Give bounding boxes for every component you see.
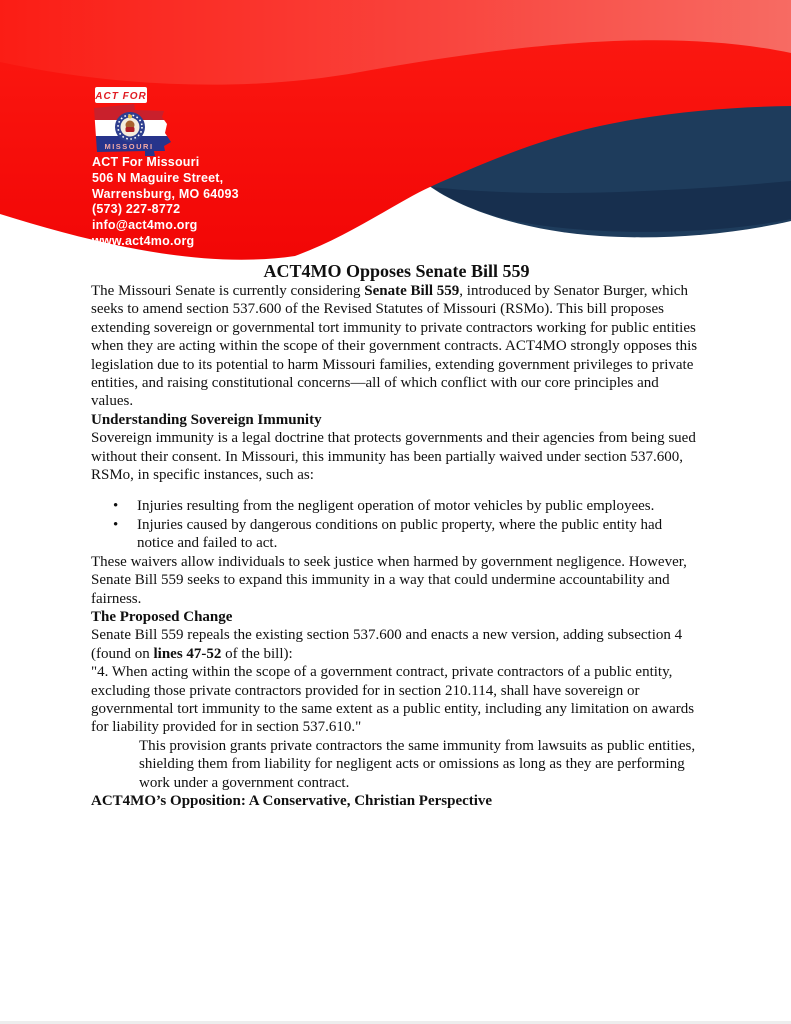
document-title: ACT4MO Opposes Senate Bill 559 — [263, 261, 530, 281]
paragraph-intro — [91, 282, 702, 411]
intro-text-pre: The Missouri Senate is currently considering — [91, 283, 365, 299]
repeal-text-post: of the bill): — [221, 645, 293, 662]
logo-missouri-label: MISSOURI — [104, 142, 154, 151]
org-name: ACT For Missouri — [92, 155, 200, 169]
repeal-text-bold: lines 47-52 — [153, 645, 222, 662]
section-heading-sovereign-immunity: Understanding Sovereign Immunity — [91, 411, 322, 428]
bullet-item-motor-vehicles: • Injuries resulting from the negligent operation of motor vehicles by public employees. — [137, 497, 702, 515]
paragraph-waivers: These waivers allow individuals to seek justice when harmed by government negligence. However, Senate Bill 559 seeks to expand this immunity in a way that could undermine accountability and fairness. — [91, 553, 687, 607]
section-heading-opposition: ACT4MO’s Opposition: A Conservative, Christian Perspective — [91, 792, 493, 809]
paragraph-repeal — [91, 626, 702, 663]
section-heading-proposed-change: The Proposed Change — [91, 608, 233, 625]
document-body — [91, 0, 702, 810]
address-line-2: Warrensburg, MO 64093 — [92, 186, 239, 201]
address-line-1: 506 N Maguire Street, — [92, 170, 224, 185]
phone-number: (573) 227-8772 — [92, 202, 181, 217]
intro-text-bold: Senate Bill 559 — [364, 283, 460, 299]
email-address: info@act4mo.org — [92, 218, 198, 233]
repeal-text-pre: Senate Bill 559 repeals the existing section 537.600 and enacts a new version, adding subsection 4 (found on — [91, 627, 683, 662]
paragraph-provision-explanation: This provision grants private contractors the same immunity from lawsuits as public entities, shielding them from liability for negligent acts or omissions as long as they are performing work under a government contract. — [139, 737, 696, 791]
intro-text-post: , introduced by Senator Burger, which seeks to amend section 537.600 of the Revised Statutes of Missouri (RSMo). This bill proposes extending sovereign or governmental tort immunity to private contractors working for public entities when they are acting within the scope of their government contracts. ACT4MO strongly opposes this legislation due to its potential to harm Missouri families, extending government privileges to private entities, and raising constitutional concerns—all of which conflict with our core principles and values. — [91, 283, 698, 410]
waiver-bullet-list — [91, 497, 702, 552]
paragraph-sovereign-immunity: Sovereign immunity is a legal doctrine that protects governments and their agencies from being sued without their consent. In Missouri, this immunity has been partially waived under section 537.600, RSMo, in specific instances, such as: — [91, 430, 696, 484]
website-url: www.act4mo.org — [92, 233, 195, 248]
paragraph-bill-quote: "4. When acting within the scope of a government contract, private contractors of a public entity, excluding those private contractors provided for in section 210.114, shall have sovereign or governmental tort immunity to the same extent as a public entity, including any limitation on awards for liability provided for in section 537.610." — [91, 664, 695, 736]
logo-act-for-label: ACT FOR — [95, 91, 147, 102]
bullet-item-dangerous-conditions: • Injuries caused by dangerous conditions on public property, where the public entity had notice and failed to act. — [137, 516, 702, 553]
